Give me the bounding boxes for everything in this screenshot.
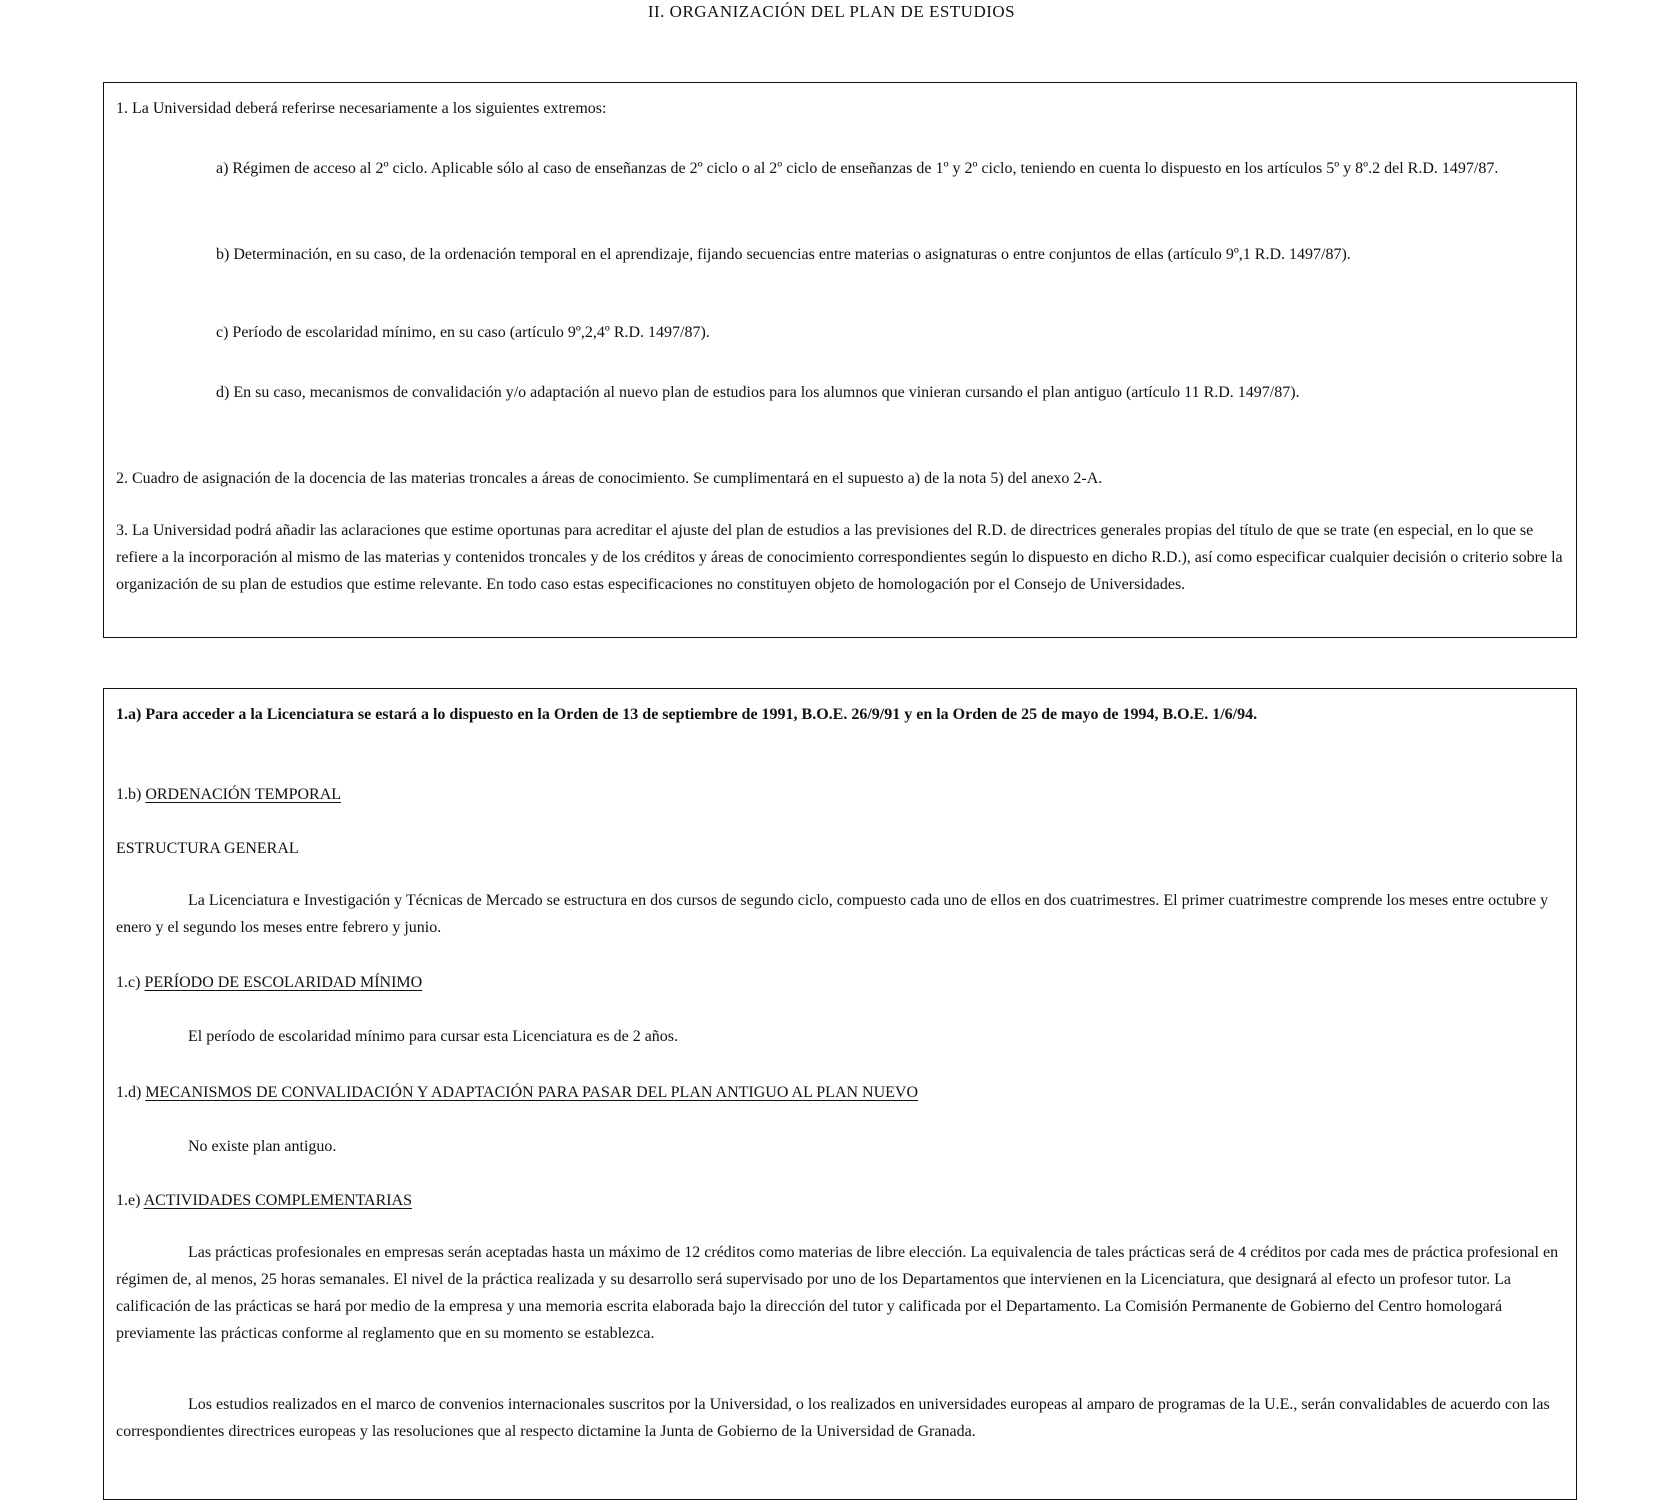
section-1d-text: No existe plan antiguo.: [188, 1138, 337, 1155]
instruction-item-b: b) Determinación, en su caso, de la ordenación temporal en el aprendizaje, fijando secuencias entre materias o asignaturas o entre conjuntos de ellas (artículo 9º,1 R.D. 1497/87).: [216, 246, 1351, 263]
section-1b-prefix: 1.b): [116, 786, 142, 803]
section-1e-paragraph-2: Los estudios realizados en el marco de convenios internacionales suscritos por la Universidad, o los realizados en universidades europeas al amparo de programas de la U.E., serán convalidables de acuerdo con las correspondientes directrices europeas y las resoluciones que al respecto dictamine la Junta de Gobierno de la Universidad de Granada.: [116, 1396, 1550, 1440]
instruction-item-c: c) Período de escolaridad mínimo, en su caso (artículo 9º,2,4º R.D. 1497/87).: [216, 324, 710, 341]
instruction-item-1: 1. La Universidad deberá referirse necesariamente a los siguientes extremos:: [116, 100, 607, 117]
estructura-general-heading: ESTRUCTURA GENERAL: [116, 840, 299, 857]
section-1e-heading: [116, 1187, 1556, 1214]
section-1e-paragraph-1: Las prácticas profesionales en empresas serán aceptadas hasta un máximo de 12 créditos como materias de libre elección. La equivalencia de tales prácticas será de 4 créditos por cada mes de práctica profesional en régimen de, al menos, 25 horas semanales. El nivel de la práctica realizada y su desarrollo será supervisado por uno de los Departamentos que intervienen en la Licenciatura, que designará al efecto un profesor tutor. La calificación de las prácticas se hará por medio de la empresa y una memoria escrita elaborada bajo la dirección del tutor y calificada por el Departamento. La Comisión Permanente de Gobierno del Centro homologará previamente las prácticas conforme al reglamento que en su momento se establezca.: [116, 1244, 1559, 1342]
estructura-general-text: La Licenciatura e Investigación y Técnicas de Mercado se estructura en dos cursos de segundo ciclo, compuesto cada uno de ellos en dos cuatrimestres. El primer cuatrimestre comprende los meses entre octubre y enero y el segundo los meses entre febrero y junio.: [116, 892, 1549, 936]
section-1d-prefix: 1.d): [116, 1084, 142, 1101]
section-1e-title: ACTIVIDADES COMPLEMENTARIAS: [143, 1192, 413, 1209]
section-1b-heading: [116, 781, 1556, 808]
section-1c-heading: [116, 969, 1556, 996]
plan-content-box: [103, 688, 1577, 1500]
instruction-item-a: a) Régimen de acceso al 2º ciclo. Aplicable sólo al caso de enseñanzas de 2º ciclo o al 2º ciclo de enseñanzas de 1º y 2º ciclo, teniendo en cuenta lo dispuesto en los artículos 5º y 8º.2 del R.D. 1497/87.: [216, 160, 1499, 177]
section-1c-title: PERÍODO DE ESCOLARIDAD MÍNIMO: [144, 974, 423, 991]
instructions-box: [103, 82, 1577, 638]
section-1c-prefix: 1.c): [116, 974, 141, 991]
instruction-item-2: 2. Cuadro de asignación de la docencia de las materias troncales a áreas de conocimiento. Se cumplimentará en el supuesto a) de la nota 5) del anexo 2-A.: [116, 470, 1103, 487]
section-1a-text: 1.a) Para acceder a la Licenciatura se estará a lo dispuesto en la Orden de 13 de septiembre de 1991, B.O.E. 26/9/91 y en la Orden de 25 de mayo de 1994, B.O.E. 1/6/94.: [116, 706, 1258, 723]
section-1d-title: MECANISMOS DE CONVALIDACIÓN Y ADAPTACIÓN PARA PASAR DEL PLAN ANTIGUO AL PLAN NUEVO: [145, 1084, 919, 1101]
section-1b-title: ORDENACIÓN TEMPORAL: [145, 786, 342, 803]
section-1e-prefix: 1.e): [116, 1192, 141, 1209]
instruction-item-d: d) En su caso, mecanismos de convalidación y/o adaptación al nuevo plan de estudios para los alumnos que vinieran cursando el plan antiguo (artículo 11 R.D. 1497/87).: [216, 384, 1300, 401]
page-title: II. ORGANIZACIÓN DEL PLAN DE ESTUDIOS: [647, 2, 1016, 21]
instruction-item-3: 3. La Universidad podrá añadir las aclaraciones que estime oportunas para acreditar el ajuste del plan de estudios a las previsiones del R.D. de directrices generales propias del título de que se trate (en especial, en lo que se refiere a la incorporación al mismo de las materias y contenidos troncales y de los créditos y áreas de conocimiento correspondientes según lo dispuesto en dicho R.D.), así como especificar cualquier decisión o criterio sobre la organización de su plan de estudios que estime relevante. En todo caso estas especificaciones no constituyen objeto de homologación por el Consejo de Universidades.: [116, 522, 1563, 593]
section-1d-heading: [116, 1079, 1566, 1106]
section-1c-text: El período de escolaridad mínimo para cursar esta Licenciatura es de 2 años.: [188, 1028, 679, 1045]
